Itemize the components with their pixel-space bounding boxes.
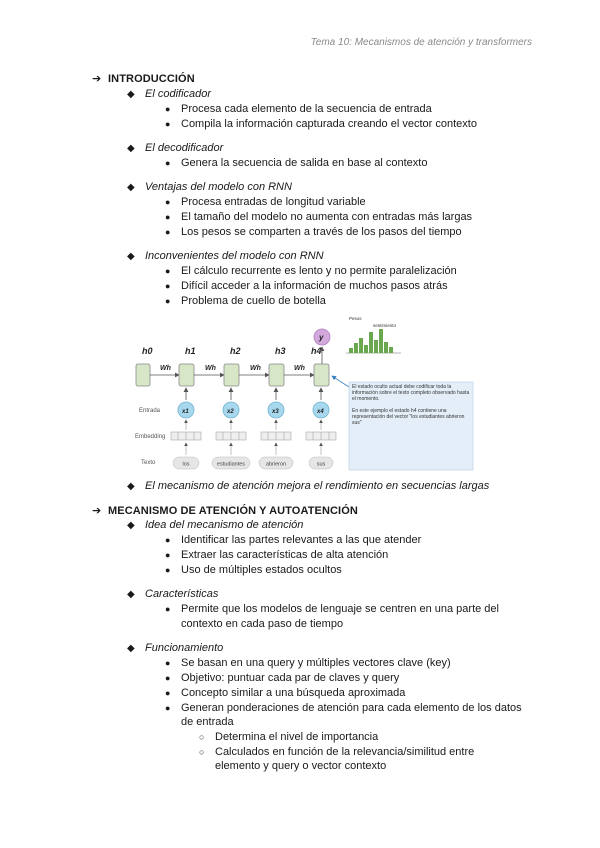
diamond-bullet-icon: ◆ (127, 481, 135, 492)
idea-heading: ◆ Idea del mecanismo de atención (127, 519, 304, 531)
circle-bullet-icon: ○ (199, 732, 205, 742)
diamond-bullet-icon: ◆ (127, 143, 135, 154)
hidden-node-1 (179, 364, 194, 386)
list-item: ● El cálculo recurrente es lento y no permite paralelización (165, 265, 457, 277)
list-item: ● Se basan en una query y múltiples vectores clave (key) (165, 657, 451, 669)
dot-bullet-icon: ● (165, 227, 171, 237)
word-label: estudiantes (216, 461, 246, 468)
mini-bar (349, 348, 353, 353)
codificador-heading: ◆ El codificador (127, 88, 212, 100)
dot-bullet-icon: ● (165, 281, 171, 291)
dot-bullet-icon: ● (165, 688, 171, 698)
hidden-node-0 (136, 364, 150, 386)
list-item: ● Extraer las características de alta atención (165, 549, 389, 561)
arrow-icon: ➔ (92, 505, 102, 517)
list-item: ● Problema de cuello de botella (165, 295, 326, 307)
mini-chart-title: Pesos (349, 316, 362, 321)
dot-bullet-icon: ● (165, 266, 171, 276)
dot-bullet-icon: ● (165, 119, 171, 129)
sub-list-item: ○ Calculados en función de la relevancia/similitud entre (199, 746, 475, 758)
dot-bullet-icon: ● (165, 158, 171, 168)
diamond-bullet-icon: ◆ (127, 643, 135, 654)
dot-bullet-icon: ● (165, 658, 171, 668)
embedding-vector (216, 432, 246, 440)
list-item: ● El tamaño del modelo no aumenta con entradas más largas (165, 211, 473, 223)
dot-bullet-icon: ● (165, 212, 171, 222)
hidden-label: h3 (275, 346, 286, 356)
list-item: ● Los pesos se comparten a través de los pasos del tiempo (165, 226, 462, 238)
dot-bullet-icon: ● (165, 104, 171, 114)
hidden-node-2 (224, 364, 239, 386)
row-label: Entrada (139, 408, 161, 414)
note-text-1: El estado oculto actual debe codificar toda la información sobre el texto completo observado hasta el momento. (352, 384, 470, 402)
ventajas-heading: ◆ Ventajas del modelo con RNN (127, 181, 292, 193)
dot-bullet-icon: ● (165, 703, 171, 713)
mini-bar (374, 340, 378, 353)
dot-bullet-icon: ● (165, 604, 171, 614)
dot-bullet-icon: ● (165, 296, 171, 306)
word-label: los (182, 461, 190, 468)
mejora-item: ◆ El mecanismo de atención mejora el rendimiento en secuencias largas (127, 480, 490, 492)
list-item: ● Generan ponderaciones de atención para cada elemento de los datos (165, 702, 522, 714)
list-item: ● Objetivo: puntuar cada par de claves y query (165, 672, 400, 684)
weight-label: Wh (205, 365, 216, 372)
rnn-diagram (133, 312, 477, 476)
dot-bullet-icon: ● (165, 673, 171, 683)
dot-bullet-icon: ● (165, 535, 171, 545)
weight-label: Wh (250, 365, 261, 372)
list-item: ● Procesa entradas de longitud variable (165, 196, 366, 208)
inconvenientes-heading: ◆ Inconvenientes del modelo con RNN (127, 250, 324, 262)
note-text-2: En este ejemplo el estado h4 contiene una representación del vector "los estudiantes abrieron sus" (352, 408, 465, 426)
hidden-node-4 (314, 364, 329, 386)
section-title: MECANISMO DE ATENCIÓN Y AUTOATENCIÓN (108, 505, 358, 517)
weight-label: Wh (294, 365, 305, 372)
list-item: ● Difícil acceder a la información de muchos pasos atrás (165, 280, 448, 292)
list-item: ● Genera la secuencia de salida en base al contexto (165, 157, 428, 169)
list-item-continuation: contexto en cada paso de tiempo (181, 618, 344, 630)
list-item: ● Compila la información capturada creando el vector contexto (165, 118, 477, 130)
hidden-label: h4 (311, 346, 322, 356)
hidden-node-3 (269, 364, 284, 386)
mini-bar (379, 329, 383, 353)
mini-chart-label: sentimiento (373, 323, 397, 328)
arrow-icon: ➔ (92, 73, 102, 85)
list-item: ● Concepto similar a una búsqueda aproximada (165, 687, 406, 699)
diamond-bullet-icon: ◆ (127, 520, 135, 531)
mini-bar (384, 342, 388, 353)
row-label: Texto (141, 460, 156, 466)
hidden-label: h0 (142, 346, 153, 356)
input-label: x4 (317, 409, 324, 415)
diamond-bullet-icon: ◆ (127, 182, 135, 193)
diamond-bullet-icon: ◆ (127, 251, 135, 262)
embedding-vector (261, 432, 291, 440)
diamond-bullet-icon: ◆ (127, 589, 135, 600)
output-label: y (319, 333, 324, 342)
word-label: sus (316, 461, 326, 468)
mini-bar-chart (346, 316, 401, 353)
dot-bullet-icon: ● (165, 550, 171, 560)
caracteristicas-heading: ◆ Características (127, 588, 219, 600)
word-label: abrieron (265, 461, 287, 468)
list-item-continuation: de entrada (181, 716, 234, 728)
section-introduccion (92, 72, 195, 85)
list-item: ● Permite que los modelos de lenguaje se centren en una parte del (165, 603, 499, 615)
mini-bar (354, 343, 358, 353)
mini-bar (389, 347, 393, 353)
note-pointer-arrow (332, 376, 349, 387)
page-header: Tema 10: Mecanismos de atención y transformers (310, 37, 532, 48)
row-label: Embedding (135, 434, 166, 440)
input-label: x3 (272, 409, 279, 415)
decodificador-heading: ◆ El decodificador (127, 142, 224, 154)
diamond-bullet-icon: ◆ (127, 89, 135, 100)
mini-bar (364, 345, 368, 353)
input-label: x1 (182, 409, 189, 415)
list-item: ● Identificar las partes relevantes a las que atender (165, 534, 422, 546)
list-item: ● Procesa cada elemento de la secuencia de entrada (165, 103, 432, 115)
embedding-vector (171, 432, 201, 440)
hidden-label: h1 (185, 346, 196, 356)
list-item: ● Uso de múltiples estados ocultos (165, 564, 342, 576)
section-atencion (92, 504, 358, 517)
embedding-vector (306, 432, 336, 440)
hidden-label: h2 (230, 346, 241, 356)
mini-bar (369, 332, 373, 353)
input-label: x2 (227, 409, 234, 415)
sub-list-item: ○ Determina el nivel de importancia (199, 731, 379, 743)
sub-list-item-continuation: elemento y query o vector contexto (215, 760, 387, 772)
dot-bullet-icon: ● (165, 197, 171, 207)
section-title: INTRODUCCIÓN (108, 73, 195, 85)
funcionamiento-heading: ◆ Funcionamiento (127, 642, 224, 654)
weight-label: Wh (160, 365, 171, 372)
circle-bullet-icon: ○ (199, 747, 205, 757)
dot-bullet-icon: ● (165, 565, 171, 575)
mini-bar (359, 338, 363, 353)
